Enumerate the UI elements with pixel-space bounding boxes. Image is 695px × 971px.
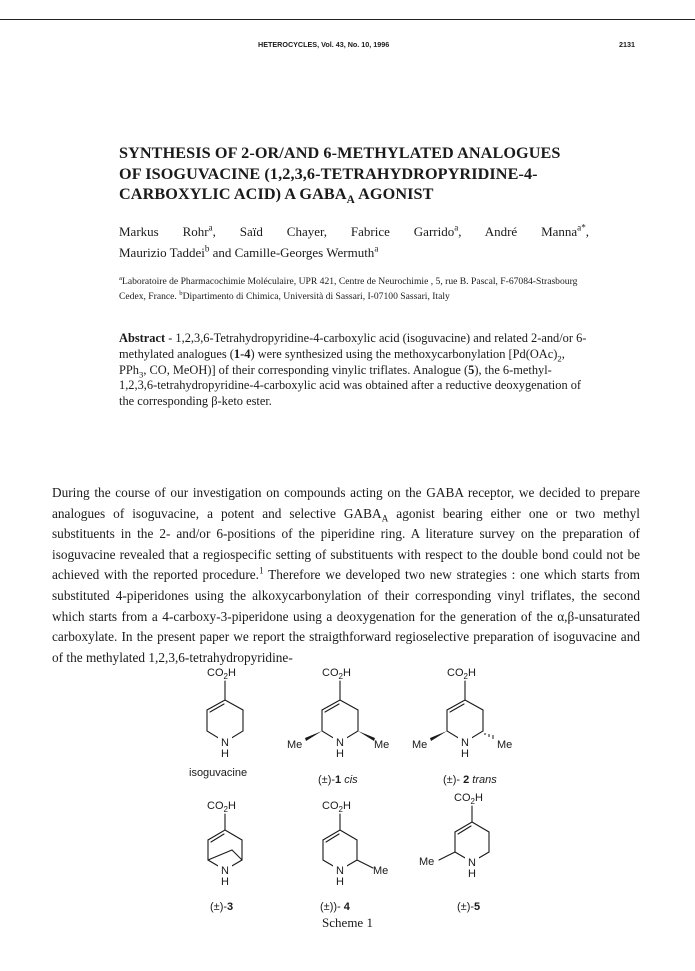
affiliation-a-marker: a: [119, 274, 122, 282]
page-number: 2131: [619, 40, 635, 49]
abstract-text: , CO, MeOH)] of their corresponding vinylic triflates. Analogue (: [143, 362, 469, 377]
subscript: 2: [557, 353, 562, 364]
co2h-label: $CO_2H$: [322, 667, 351, 681]
n-atom-label: N: [221, 737, 229, 749]
h-atom-label: H: [221, 748, 229, 760]
co2h-label: $CO_2H$: [454, 792, 483, 806]
author-taddei: Maurizio Taddei: [119, 244, 205, 260]
compound-4-label: (±))- 4: [320, 901, 350, 913]
h-atom-label: H: [468, 868, 476, 880]
methyl-label: Me: [287, 739, 303, 751]
title-line-3-part-b: AGONIST: [354, 185, 434, 203]
h-atom-label: H: [221, 876, 229, 888]
wedge-bond: [358, 731, 375, 741]
hashed-bond: [485, 733, 493, 739]
n-atom-label: N: [461, 737, 469, 749]
title-line-3-part-a: CARBOXYLIC ACID) A GABA: [119, 185, 347, 203]
abstract-text: ) were synthesized using the methoxycarbonylation [Pd(OAc): [250, 346, 558, 361]
n-atom-label: N: [336, 737, 344, 749]
affiliation-marker: a: [208, 222, 213, 233]
affiliation-b-marker: b: [179, 289, 183, 297]
methyl-label: Me: [374, 739, 390, 751]
compound-ref: 5: [468, 362, 475, 377]
co2h-label: $CO_2H$: [207, 667, 236, 681]
co2h-label: $CO_2H$: [447, 667, 476, 681]
affiliation-marker: a: [374, 243, 379, 254]
affiliation-b: Dipartimento di Chimica, Università di Sassari, I-07100 Sassari, Italy: [182, 290, 450, 302]
compound-3-structure: [208, 814, 242, 870]
affiliation-marker: b: [204, 243, 210, 254]
methyl-label: Me: [419, 856, 435, 868]
compound-2-label: (±)- 2 trans: [443, 774, 497, 786]
abstract-text: - 1,2,3,6-Tetrahydropyridine-4-carboxylic acid (isoguvacine) and related 2-and/or 6-methylated analogues (: [119, 331, 587, 361]
methyl-label: Me: [412, 739, 428, 751]
title-line-1: SYNTHESIS OF 2-OR/AND 6-METHYLATED ANALOGUES: [119, 144, 561, 162]
subscript: 3: [138, 369, 144, 380]
body-text: Therefore we developed two new strategies : one which starts from substituted 4-piperidones using the alkoxycarbonylation of their corresponding vinyl triflates, the second which starts from a 4-carboxy-3-piperidone using a deoxygenation for the generation of the α,β-unsaturated carboxylate. In the present paper we report the straigthforward regioselective preparation of isoguvacine and of the methylated 1,2,3,6-tetrahydropyridine-: [52, 567, 640, 665]
h-atom-label: H: [336, 876, 344, 888]
body-text: agonist bearing either one or two methyl substituents in the 2- and/or 6-positions of the piperidine ring. A literature survey on the preparation of isoguvacine revealed that a regiospecific setting of substituents with respect to the double bond could not be achieved with the reported procedure.: [52, 505, 640, 583]
title-line-2: OF ISOGUVACINE (1,2,3,6-TETRAHYDROPYRIDINE-4-: [119, 164, 538, 183]
scheme-caption: Scheme 1: [322, 915, 373, 930]
author-separator: ,: [585, 224, 590, 239]
methyl-label: Me: [497, 739, 513, 751]
compound-1-structure: [322, 681, 358, 742]
wedge-bond: [430, 731, 447, 741]
reference-marker: 1: [258, 566, 264, 577]
compound-4-structure: [323, 814, 373, 870]
co2h-label: $CO_2H$: [322, 800, 351, 814]
isoguvacine-label: isoguvacine: [189, 767, 248, 779]
wedge-bond: [305, 731, 322, 741]
affiliation-marker: a: [454, 222, 459, 233]
abstract-label: Abstract: [119, 331, 166, 345]
methyl-label: Me: [373, 865, 389, 877]
author-manna: , André Manna: [458, 224, 578, 239]
corresponding-marker: a*: [577, 222, 586, 233]
author-chayer-garrido: , Saïd Chayer, Fabrice Garrido: [212, 224, 455, 239]
gaba-subscript: A: [346, 194, 355, 207]
n-atom-label: N: [468, 857, 476, 869]
author-wermuth: and Camille-Georges Wermuth: [209, 244, 375, 260]
subscript: A: [381, 514, 389, 525]
compound-1-label: (±)-1 cis: [318, 774, 358, 786]
n-atom-label: N: [221, 865, 229, 877]
h-atom-label: H: [461, 748, 469, 760]
body-text: During the course of our investigation on compounds acting on the GABA receptor, we decided to prepare analogues of isoguvacine, a potent and selective GABA: [52, 485, 640, 521]
isoguvacine-structure: [207, 681, 243, 742]
h-atom-label: H: [336, 748, 344, 760]
compound-3-label: (±)-3: [210, 901, 234, 913]
abstract-text: , PPh: [119, 346, 565, 377]
n-atom-label: N: [336, 865, 344, 877]
compound-ref: 1-4: [233, 346, 251, 361]
affiliation-a: Laboratoire de Pharmacochimie Moléculaire, UPR 421, Centre de Neurochimie , 5, rue B. Pascal, F-67084-Strasbourg Cedex, France.: [119, 276, 578, 302]
author-rohr: Markus Rohr: [119, 224, 209, 239]
compound-5-structure: [439, 806, 489, 862]
compound-2-structure: [447, 681, 483, 742]
journal-citation: HETEROCYCLES, Vol. 43, No. 10, 1996: [258, 40, 390, 49]
co2h-label: $CO_2H$: [207, 800, 236, 814]
abstract-text: ), the 6-methyl-1,2,3,6-tetrahydropyridine-4-carboxylic acid was obtained after a reductive deoxygenation of the corresponding β-keto ester.: [119, 362, 582, 409]
compound-5-label: (±)-5: [457, 901, 481, 913]
